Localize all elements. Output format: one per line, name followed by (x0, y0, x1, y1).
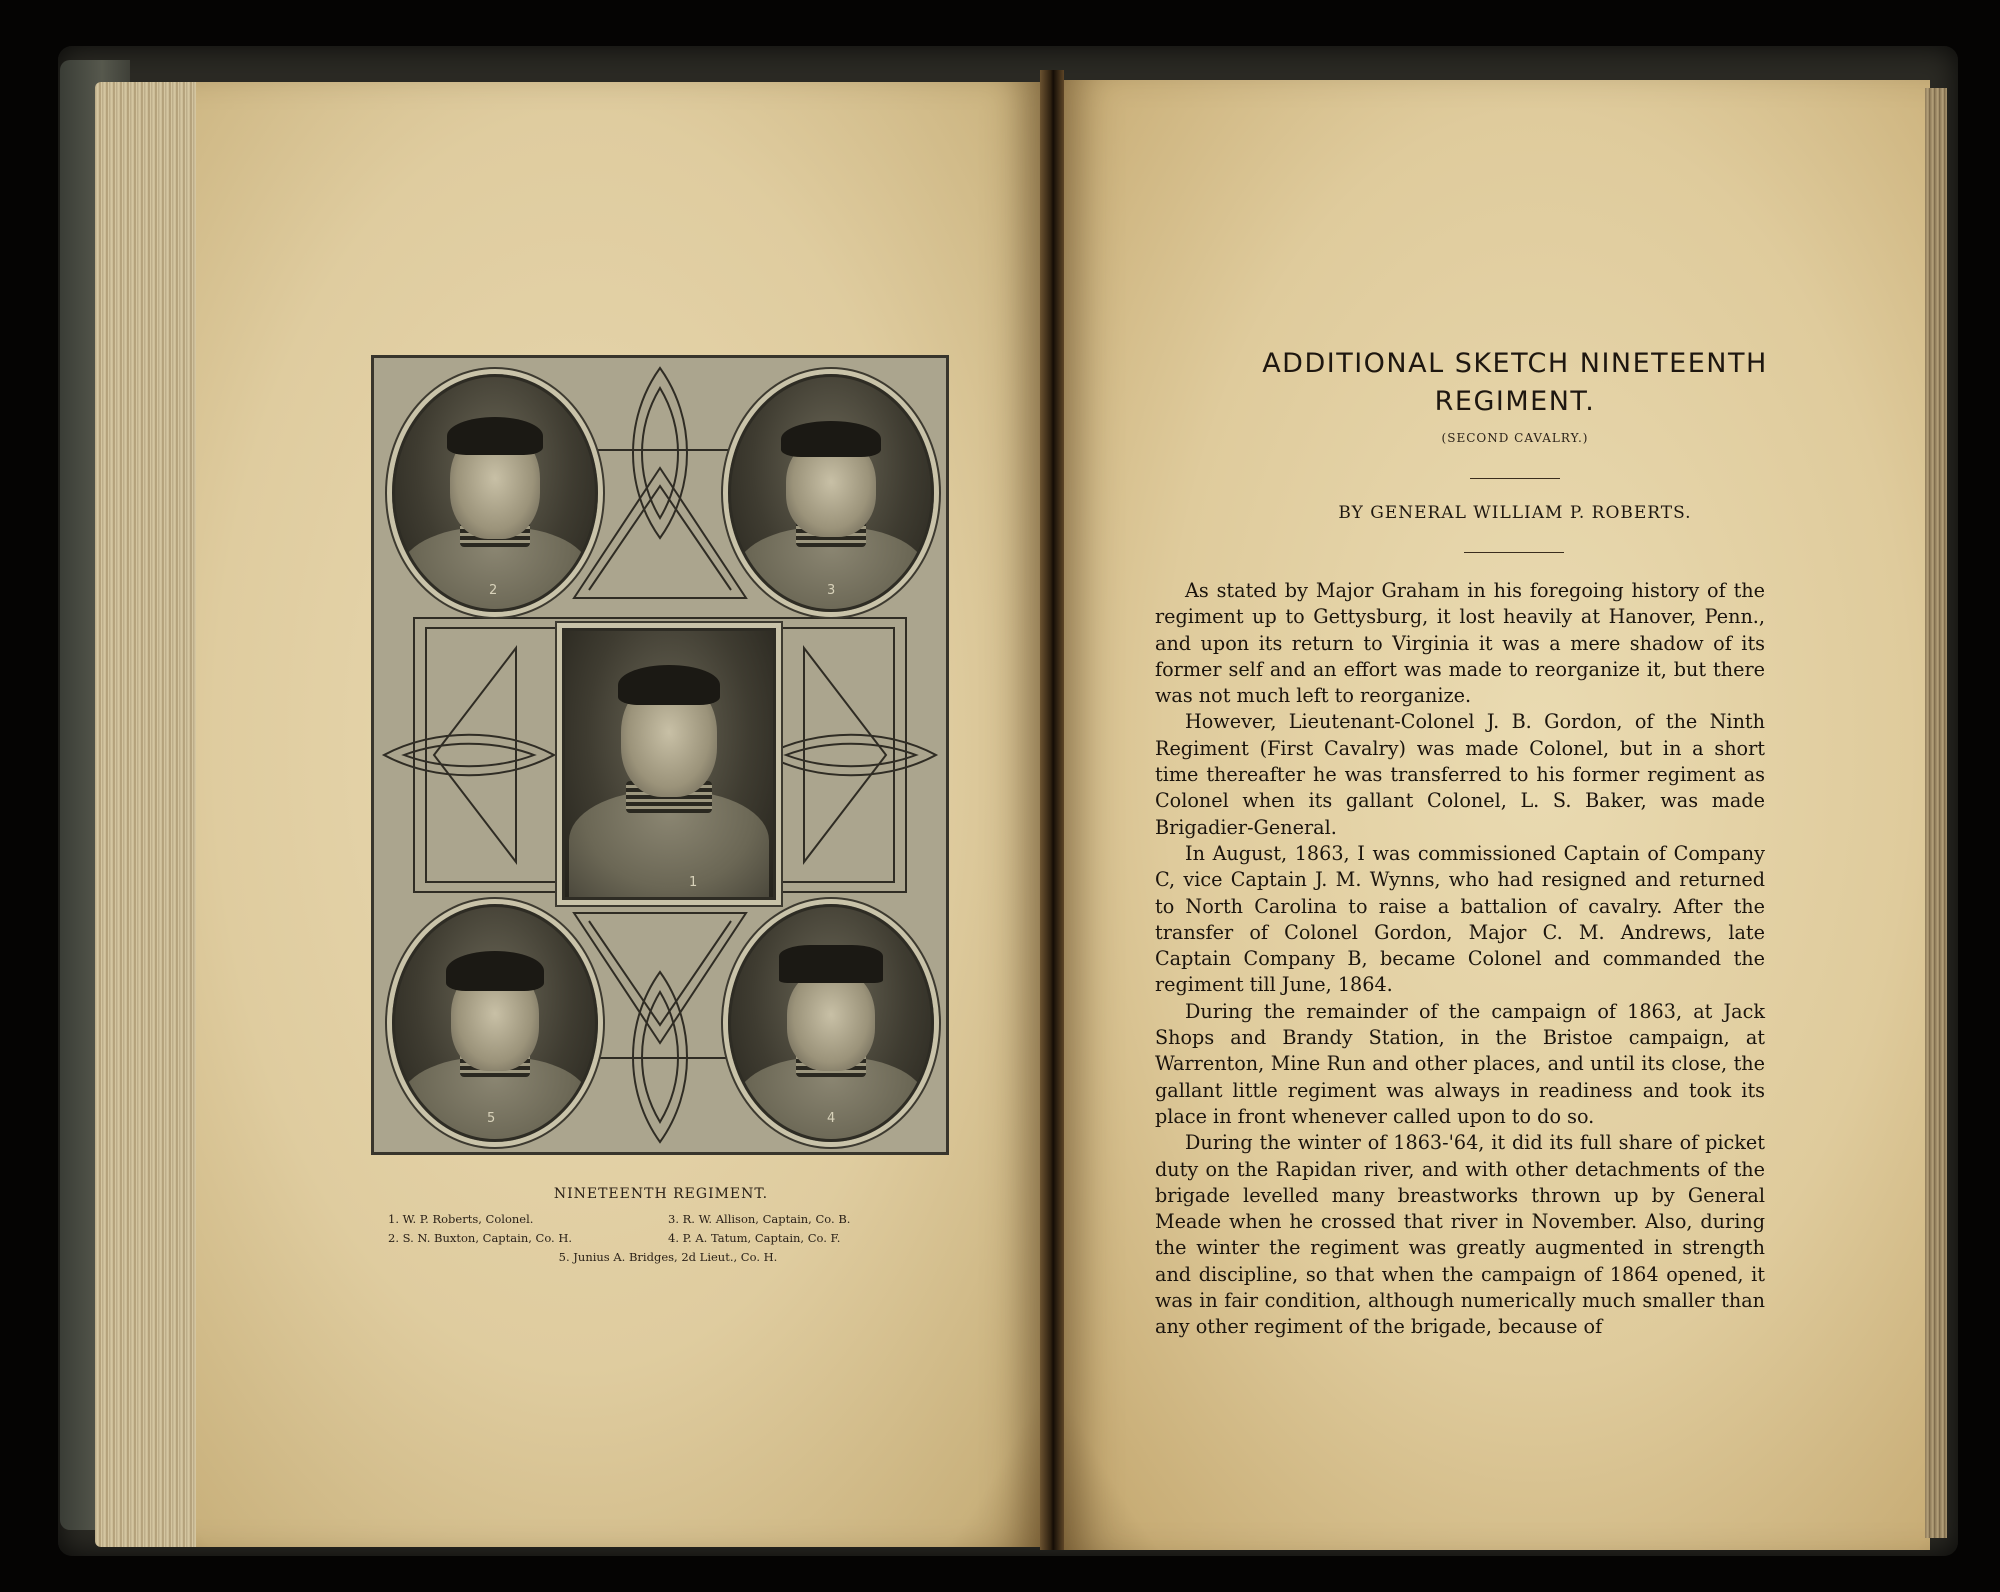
paragraph: However, Lieutenant-Colonel J. B. Gordon, of the Ninth Regiment (First Cavalry) was made Colonel, but in a short time thereafter he was transferred to his former regiment as Colonel when its gallant Colonel, L. S. Baker, was made Brigadier-General. (1155, 710, 1765, 839)
plate-caption-list (388, 1210, 948, 1267)
paragraph: During the remainder of the campaign of 1863, at Jack Shops and Brandy Station, in the Bristoe campaign, at Warrenton, Mine Run and other places, and until its close, the gallant little regiment was always in readiness and took its place in front whenever called upon to do so. (1155, 999, 1765, 1128)
caption-item: 5. Junius A. Bridges, 2d Lieut., Co. H. (558, 1250, 778, 1264)
left-page-edges (95, 82, 205, 1547)
article-heading (1170, 345, 1860, 421)
portrait-number: 3 (827, 583, 836, 598)
article-byline: BY GENERAL WILLIAM P. ROBERTS. (1338, 503, 1692, 523)
paragraph: During the winter of 1863-'64, it did its full share of picket duty on the Rapidan river, and with other detachments of the brigade levelled many breastworks thrown up by General Meade when he crossed that river in November. Also, during the winter the regiment was greatly augmented in strength and discipline, so that when the campaign of 1864 opened, it was in fair condition, although numerically much smaller than any other regiment of the brigade, because of (1155, 1131, 1765, 1339)
caption-item: 3. R. W. Allison, Captain, Co. B. (668, 1212, 851, 1226)
portrait-3 (728, 374, 934, 612)
book-gutter (1040, 70, 1064, 1550)
heading-line: REGIMENT. (1434, 386, 1596, 417)
portrait-number: 5 (487, 1111, 496, 1126)
paragraph: In August, 1863, I was commissioned Captain of Company C, vice Captain J. M. Wynns, who had resigned and returned to North Carolina to raise a battalion of cavalry. After the transfer of Colonel Gordon, Major C. M. Andrews, late Captain Company B, became Colonel and commanded the regiment till June, 1864. (1155, 841, 1765, 997)
portrait-5 (392, 904, 598, 1142)
heading-line: ADDITIONAL SKETCH NINETEENTH (1262, 348, 1768, 379)
paragraph: As stated by Major Graham in his foregoing history of the regiment up to Gettysburg, it lost heavily at Hanover, Penn., and upon its return to Virginia it was a mere shadow of its former self and an effort was made to reorganize it, but there was not much left to reorganize. (1155, 579, 1765, 708)
caption-item: 1. W. P. Roberts, Colonel. (388, 1212, 534, 1226)
article-body (1155, 578, 1765, 1341)
portrait-number: 4 (827, 1111, 836, 1126)
portrait-1 (562, 628, 776, 900)
caption-item: 2. S. N. Buxton, Captain, Co. H. (388, 1231, 573, 1245)
portrait-plate (371, 355, 949, 1155)
article-subheading: (SECOND CAVALRY.) (1441, 431, 1589, 445)
portrait-4 (728, 904, 934, 1142)
right-page-edges (1925, 88, 1947, 1538)
portrait-number: 2 (489, 583, 498, 598)
caption-item: 4. P. A. Tatum, Captain, Co. F. (668, 1231, 841, 1245)
divider (1470, 478, 1560, 479)
plate-caption-title: NINETEENTH REGIMENT. (553, 1186, 769, 1202)
portrait-2 (392, 374, 598, 612)
portrait-number: 1 (689, 875, 698, 890)
divider (1464, 552, 1564, 553)
